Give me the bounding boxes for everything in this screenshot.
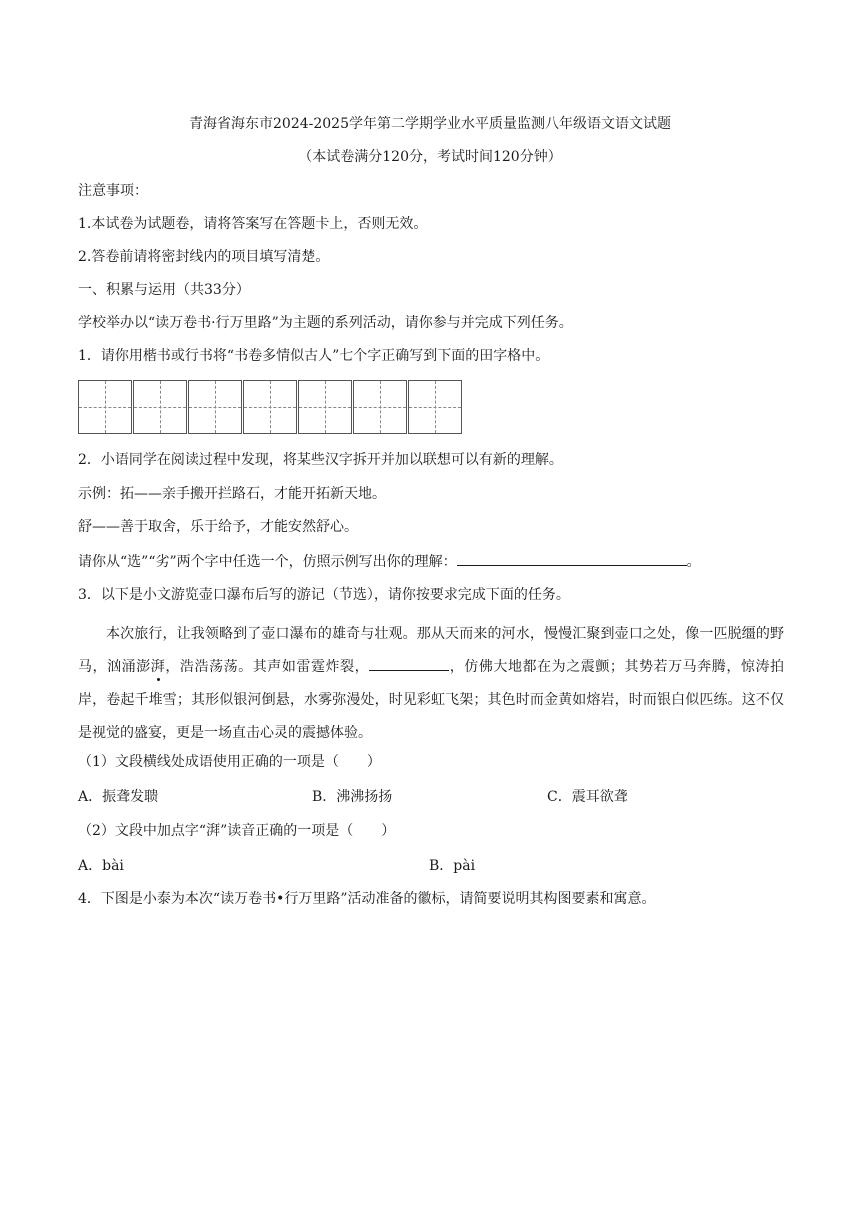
tianzige-cell[interactable]	[408, 380, 462, 434]
tianzige-cell[interactable]	[353, 380, 407, 434]
dotted-character: 湃	[150, 659, 166, 675]
question-2-example-1: 示例：拓——亲手搬开拦路石，才能开拓新天地。	[78, 486, 386, 502]
question-2-prompt-line	[78, 551, 782, 572]
tianzige-cell[interactable]	[298, 380, 352, 434]
notes-item-2: 2.答卷前请将密封线内的项目填写清楚。	[78, 249, 330, 265]
notes-item-1: 1.本试卷为试题卷，请将答案写在答题卡上，否则无效。	[78, 216, 428, 232]
section-heading: 一、积累与运用（共33分）	[78, 282, 250, 298]
sub-question-1-text: （1）文段横线处成语使用正确的一项是（ ）	[78, 754, 381, 770]
answer-blank[interactable]	[457, 551, 687, 566]
passage	[78, 618, 784, 750]
sub-question-2-text: （2）文段中加点字“湃”读音正确的一项是（ ）	[78, 823, 396, 839]
tianzige-cell[interactable]	[188, 380, 242, 434]
passage-blank[interactable]	[369, 656, 449, 671]
tianzige-grid[interactable]	[78, 380, 463, 434]
section-intro: 学校举办以“读万卷书·行万里路”为主题的系列活动，请你参与并完成下列任务。	[78, 315, 573, 331]
tianzige-cell[interactable]	[133, 380, 187, 434]
question-1-text: 1．请你用楷书或行书将“书卷多情似古人”七个字正确写到下面的田字格中。	[78, 348, 550, 364]
question-2-end: 。	[686, 554, 701, 570]
sub-question-1-option-c[interactable]: C．震耳欲聋	[547, 789, 628, 805]
tianzige-cell[interactable]	[243, 380, 297, 434]
exam-title: 青海省海东市2024-2025学年第二学期学业水平质量监测八年级语文语文试题	[189, 116, 671, 132]
sub-question-1-option-a[interactable]: A．振聋发聩	[78, 789, 159, 805]
question-2-example-2: 舒——善于取舍，乐于给予，才能安然舒心。	[78, 519, 358, 535]
question-2-prompt: 请你从“选”“劣”两个字中任选一个，仿照示例写出你的理解：	[78, 554, 457, 570]
question-4-text: 4．下图是小泰为本次“读万卷书•行万里路”活动准备的徽标，请简要说明其构图要素和寓意。	[78, 891, 656, 907]
sub-question-2-option-a[interactable]: A．bài	[78, 858, 124, 874]
passage-part-c: ，仿佛大地都在为之震颤；其势若万马奔腾，惊涛拍岸，卷起千堆雪；其形似银河倒悬，水雾弥漫处，时见彩虹飞架；其色时而金黄如熔岩，时而银白似匹练。这不仅是视觉的盛宴，更是一场直击心灵的震撼体验。	[78, 659, 785, 741]
notes-heading: 注意事项：	[78, 183, 148, 199]
sub-question-2-option-b[interactable]: B．pài	[429, 858, 476, 874]
passage-part-b: ，浩浩荡荡。其声如雷霆炸裂，	[165, 659, 370, 675]
question-3-text: 3．以下是小文游览壶口瀑布后写的游记（节选），请你按要求完成下面的任务。	[78, 587, 570, 603]
tianzige-cell[interactable]	[78, 380, 132, 434]
exam-subtitle: （本试卷满分120分，考试时间120分钟）	[298, 149, 562, 165]
passage-part-a: 本次旅行，让我领略到了壶口瀑布的雄奇与壮观。那从天而来的河水，慢慢汇聚到壶口之处，像一匹脱缰的野马，汹涌澎	[78, 626, 784, 675]
sub-question-1-option-b[interactable]: B．沸沸扬扬	[312, 789, 393, 805]
question-2-text: 2．小语同学在阅读过程中发现，将某些汉字拆开并加以联想可以有新的理解。	[78, 452, 563, 468]
